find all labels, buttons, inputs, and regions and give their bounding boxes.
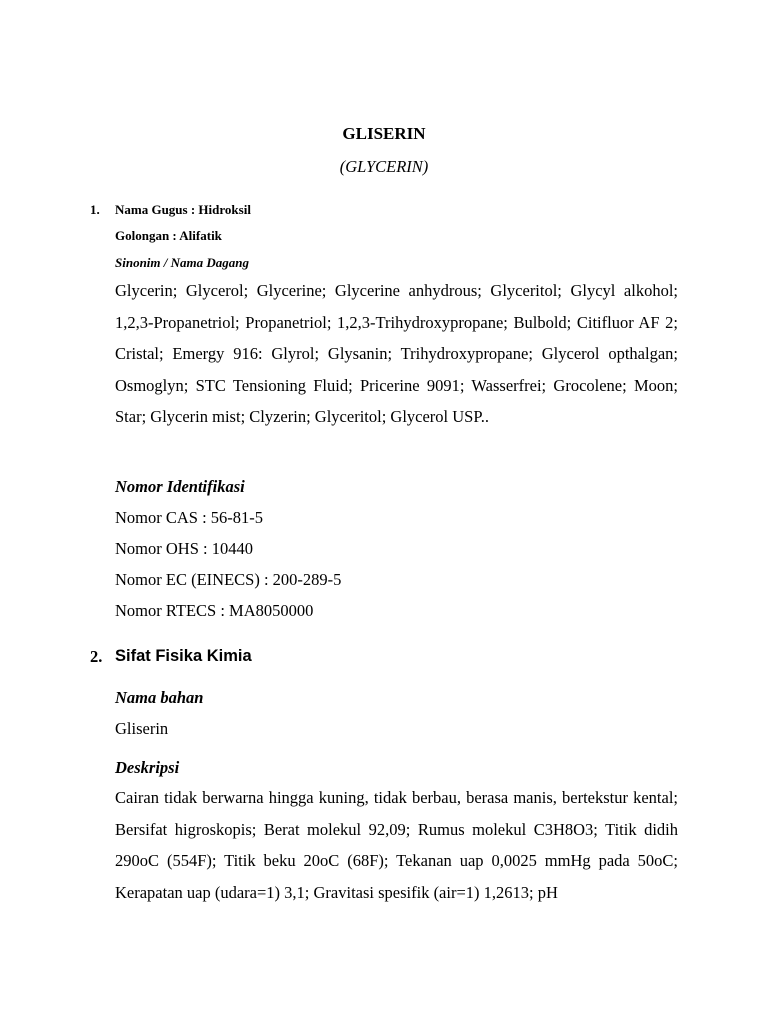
- nomor-ec-line: Nomor EC (EINECS) : 200-289-5: [115, 570, 342, 589]
- document-subtitle: (GLYCERIN): [339, 157, 429, 176]
- sinonim-paragraph: Glycerin; Glycerol; Glycerine; Glycerine anhydrous; Glyceritol; Glycyl alkohol; 1,2,3-Propanetriol; Propanetriol; 1,2,3-Trihydroxypropane; Bulbold; Citifluor AF 2; Cristal; Emergy 916: Glyrol; Glysanin; Trihydroxypropane; Glycerol opthalgan; Osmoglyn; STC Tensioning Fluid; Pricerine 9091; Wasserfrei; Grocolene; Moon; Star; Glycerin mist; Clyzerin; Glyceritol; Glycerol USP..: [115, 281, 678, 427]
- nama-bahan-value: Gliserin: [115, 719, 169, 738]
- nama-gugus-line: Nama Gugus : Hidroksil: [115, 202, 251, 217]
- nomor-rtecs-line: Nomor RTECS : MA8050000: [115, 601, 314, 620]
- section-1-number: 1.: [90, 202, 100, 217]
- deskripsi-paragraph: Cairan tidak berwarna hingga kuning, tidak berbau, berasa manis, bertekstur kental; Bersifat higroskopis; Berat molekul 92,09; Rumus molekul C3H8O3; Titik didih 290oC (554F); Titik beku 20oC (68F); Tekanan uap 0,0025 mmHg pada 50oC; Kerapatan uap (udara=1) 3,1; Gravitasi spesifik (air=1) 1,2613; pH: [115, 788, 678, 902]
- identifikasi-heading: Nomor Identifikasi: [115, 477, 245, 496]
- nama-bahan-heading: Nama bahan: [115, 688, 204, 707]
- nomor-ohs-line: Nomor OHS : 10440: [115, 539, 253, 558]
- section-2-title: Sifat Fisika Kimia: [115, 647, 252, 665]
- document-title: GLISERIN: [342, 124, 426, 143]
- deskripsi-heading: Deskripsi: [115, 758, 180, 777]
- section-2-number: 2.: [90, 647, 103, 666]
- golongan-line: Golongan : Alifatik: [115, 228, 222, 243]
- nomor-cas-line: Nomor CAS : 56-81-5: [115, 508, 264, 527]
- sinonim-heading: Sinonim / Nama Dagang: [115, 255, 250, 270]
